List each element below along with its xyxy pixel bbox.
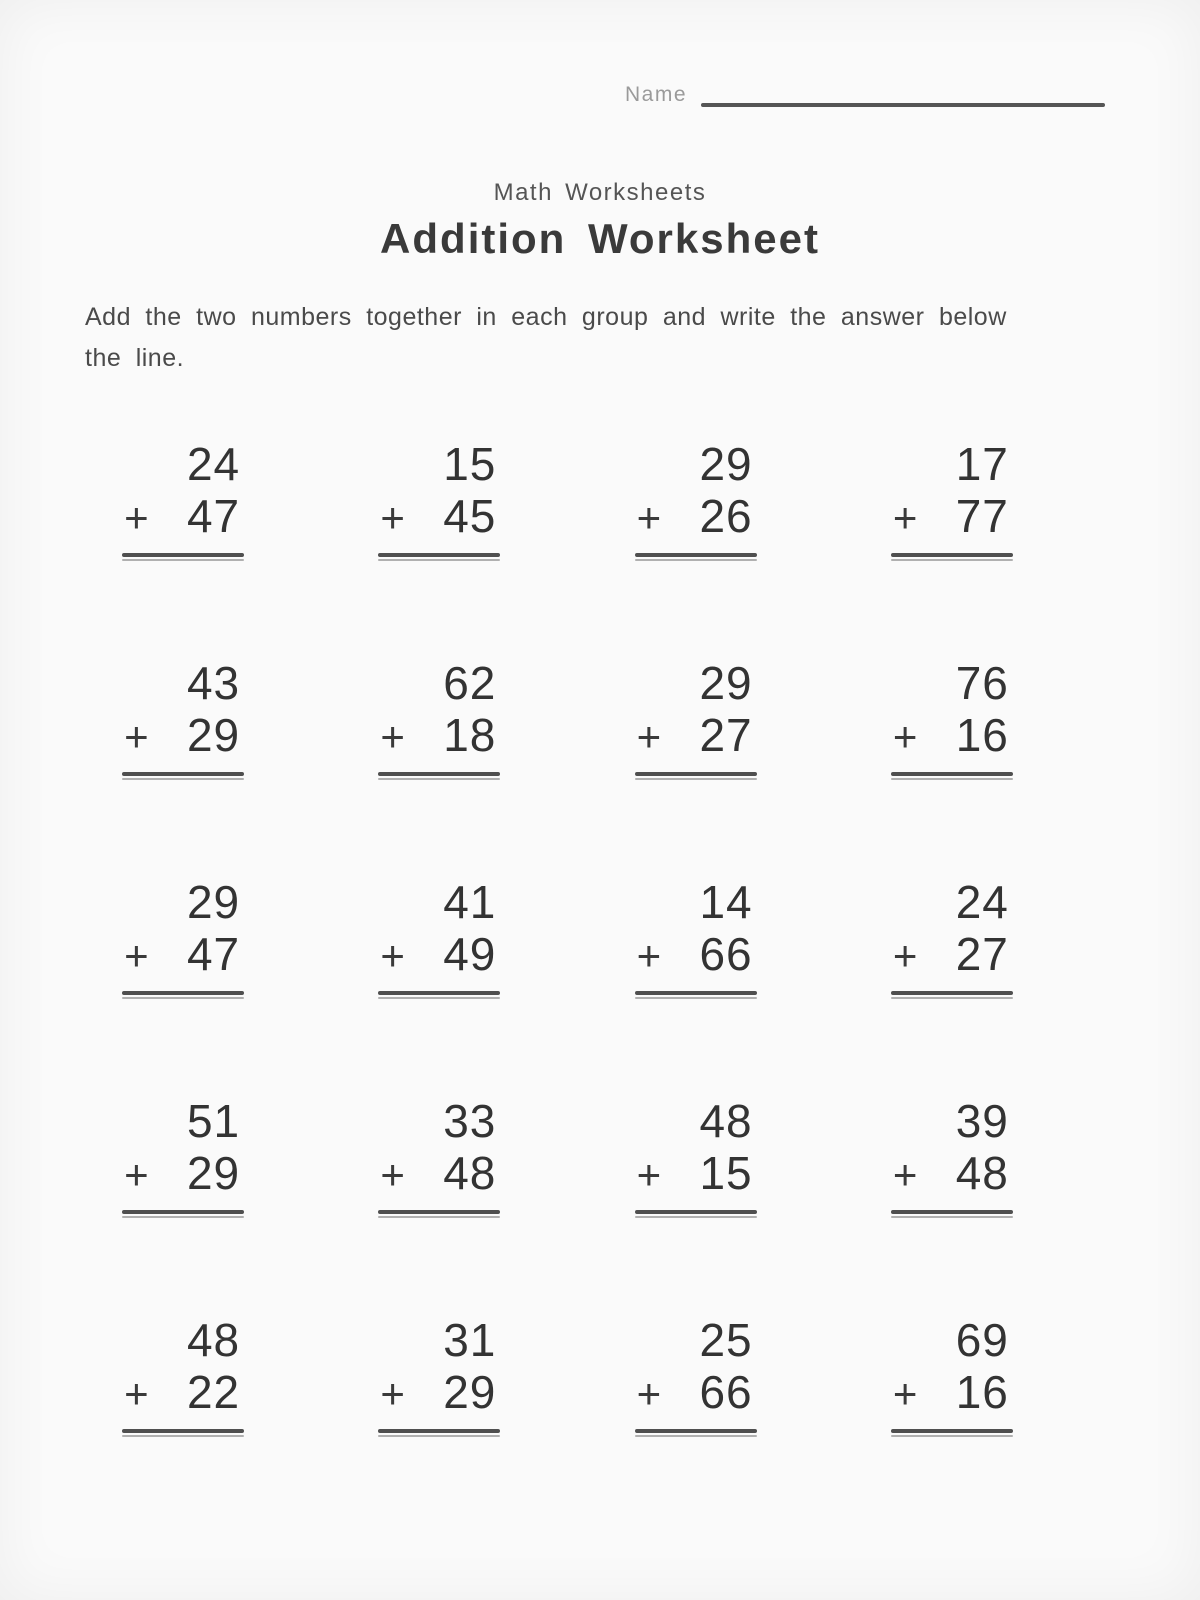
- addition-problem: [378, 1095, 500, 1218]
- answer-line-light: [122, 559, 244, 561]
- plus-sign: +: [380, 931, 405, 979]
- plus-sign: +: [380, 493, 405, 541]
- answer-line-light: [378, 559, 500, 561]
- bottom-addend-row: [378, 709, 500, 763]
- answer-line-dark: [122, 1429, 244, 1433]
- bottom-addend-row: [891, 1366, 1013, 1420]
- bottom-addend-row: [122, 928, 244, 982]
- answer-line-light: [891, 778, 1013, 780]
- bottom-addend: 29: [186, 1146, 241, 1199]
- answer-line-light: [635, 1216, 757, 1218]
- answer-line-light: [122, 1435, 244, 1437]
- answer-line-dark: [122, 1210, 244, 1214]
- bottom-addend-row: [378, 490, 500, 544]
- bottom-addend: 27: [699, 708, 753, 761]
- answer-line-dark: [891, 991, 1013, 995]
- top-addend: 29: [699, 656, 753, 709]
- plus-sign: +: [892, 493, 918, 541]
- top-addend: 29: [186, 875, 241, 928]
- top-addend: 39: [955, 1094, 1009, 1147]
- page-title: Addition Worksheet: [380, 215, 820, 262]
- plus-sign: +: [892, 712, 918, 760]
- plus-sign: +: [124, 712, 149, 760]
- bottom-addend: 66: [699, 927, 753, 980]
- addition-problem: [122, 657, 244, 780]
- plus-sign: +: [636, 493, 662, 541]
- answer-line-dark: [378, 1210, 500, 1214]
- answer-line-light: [378, 1216, 500, 1218]
- top-addend: 29: [699, 437, 753, 490]
- answer-line: [891, 1210, 1013, 1218]
- bottom-addend-row: [891, 928, 1013, 982]
- bottom-addend: 66: [699, 1365, 753, 1418]
- name-row: [0, 0, 1200, 107]
- bottom-addend-row: [122, 1366, 244, 1420]
- answer-line-light: [635, 1435, 757, 1437]
- top-addend: 48: [699, 1094, 753, 1147]
- answer-line: [122, 772, 244, 780]
- answer-line-dark: [891, 1429, 1013, 1433]
- answer-line-dark: [891, 1210, 1013, 1214]
- answer-line-light: [635, 559, 757, 561]
- answer-line: [378, 553, 500, 561]
- bottom-addend-row: [635, 928, 757, 982]
- addition-problem: [891, 657, 1013, 780]
- answer-line-light: [122, 997, 244, 999]
- answer-line: [635, 991, 757, 999]
- plus-sign: +: [380, 1150, 405, 1198]
- answer-line: [891, 1429, 1013, 1437]
- answer-line-light: [635, 997, 757, 999]
- plus-sign: +: [892, 1150, 918, 1198]
- answer-line-dark: [122, 772, 244, 776]
- answer-line-light: [378, 778, 500, 780]
- plus-sign: +: [636, 1369, 662, 1417]
- plus-sign: +: [124, 493, 149, 541]
- addition-problem: [635, 657, 757, 780]
- bottom-addend-row: [378, 928, 500, 982]
- addition-problem: [122, 876, 244, 999]
- bottom-addend: 77: [955, 489, 1009, 542]
- top-addend: 24: [955, 875, 1009, 928]
- addition-problem: [378, 657, 500, 780]
- addition-problem: [635, 876, 757, 999]
- answer-line: [122, 553, 244, 561]
- answer-line: [635, 1210, 757, 1218]
- answer-line: [891, 772, 1013, 780]
- bottom-addend-row: [891, 1147, 1013, 1201]
- plus-sign: +: [892, 1369, 918, 1417]
- answer-line: [122, 991, 244, 999]
- top-addend: 48: [186, 1313, 241, 1366]
- addition-problem: [891, 438, 1013, 561]
- bottom-addend-row: [635, 1147, 757, 1201]
- bottom-addend-row: [378, 1147, 500, 1201]
- answer-line-dark: [891, 772, 1013, 776]
- top-addend: 41: [443, 875, 497, 928]
- answer-line: [635, 772, 757, 780]
- bottom-addend: 48: [955, 1146, 1009, 1199]
- addition-problem: [122, 438, 244, 561]
- top-addend: 31: [443, 1313, 497, 1366]
- plus-sign: +: [636, 712, 662, 760]
- answer-line-light: [122, 778, 244, 780]
- top-addend: 33: [443, 1094, 497, 1147]
- name-label: Name: [625, 83, 688, 106]
- answer-line-dark: [122, 553, 244, 557]
- bottom-addend: 22: [186, 1365, 241, 1418]
- bottom-addend: 16: [955, 708, 1009, 761]
- answer-line: [378, 1210, 500, 1218]
- addition-problem: [891, 1095, 1013, 1218]
- plus-sign: +: [380, 1369, 405, 1417]
- bottom-addend: 26: [699, 489, 753, 542]
- answer-line: [635, 553, 757, 561]
- answer-line: [378, 991, 500, 999]
- bottom-addend: 47: [186, 927, 241, 980]
- addition-problem: [635, 1095, 757, 1218]
- plus-sign: +: [636, 1150, 662, 1198]
- answer-line-dark: [891, 553, 1013, 557]
- bottom-addend: 48: [443, 1146, 497, 1199]
- instructions-text: Add the two numbers together in each group and write the answer below the line.: [85, 303, 1007, 373]
- plus-sign: +: [124, 931, 149, 979]
- bottom-addend: 45: [443, 489, 497, 542]
- bottom-addend: 18: [443, 708, 497, 761]
- top-addend: 14: [699, 875, 753, 928]
- top-addend: 69: [955, 1313, 1009, 1366]
- answer-line-light: [635, 778, 757, 780]
- bottom-addend: 27: [955, 927, 1009, 980]
- bottom-addend: 29: [186, 708, 241, 761]
- plus-sign: +: [124, 1369, 149, 1417]
- answer-line: [122, 1210, 244, 1218]
- answer-line-dark: [122, 991, 244, 995]
- answer-line-dark: [378, 1429, 500, 1433]
- answer-line-light: [891, 1435, 1013, 1437]
- bottom-addend-row: [891, 709, 1013, 763]
- answer-line-dark: [378, 991, 500, 995]
- answer-line-dark: [635, 772, 757, 776]
- bottom-addend: 15: [699, 1146, 753, 1199]
- addition-problem: [378, 876, 500, 999]
- top-addend: 24: [186, 437, 241, 490]
- answer-line: [122, 1429, 244, 1437]
- bottom-addend-row: [122, 490, 244, 544]
- answer-line: [891, 553, 1013, 561]
- answer-line: [378, 1429, 500, 1437]
- top-addend: 51: [186, 1094, 241, 1147]
- answer-line-light: [891, 1216, 1013, 1218]
- problems-grid: [0, 438, 1200, 1437]
- bottom-addend: 49: [443, 927, 497, 980]
- bottom-addend: 16: [955, 1365, 1009, 1418]
- answer-line-light: [891, 997, 1013, 999]
- answer-line-light: [378, 1435, 500, 1437]
- answer-line-light: [378, 997, 500, 999]
- addition-problem: [635, 1314, 757, 1437]
- top-addend: 76: [955, 656, 1009, 709]
- answer-line-light: [122, 1216, 244, 1218]
- bottom-addend-row: [378, 1366, 500, 1420]
- addition-problem: [378, 438, 500, 561]
- bottom-addend: 47: [186, 489, 241, 542]
- plus-sign: +: [380, 712, 405, 760]
- addition-problem: [122, 1314, 244, 1437]
- addition-problem: [891, 1314, 1013, 1437]
- bottom-addend-row: [635, 709, 757, 763]
- addition-problem: [122, 1095, 244, 1218]
- answer-line-dark: [635, 1210, 757, 1214]
- answer-line-dark: [635, 991, 757, 995]
- answer-line-dark: [635, 553, 757, 557]
- bottom-addend-row: [635, 1366, 757, 1420]
- plus-sign: +: [636, 931, 662, 979]
- bottom-addend-row: [635, 490, 757, 544]
- bottom-addend-row: [122, 1147, 244, 1201]
- answer-line: [635, 1429, 757, 1437]
- answer-line-dark: [378, 772, 500, 776]
- answer-line-dark: [378, 553, 500, 557]
- name-blank-line: [701, 103, 1105, 107]
- plus-sign: +: [892, 931, 918, 979]
- bottom-addend: 29: [443, 1365, 497, 1418]
- addition-problem: [635, 438, 757, 561]
- top-addend: 25: [699, 1313, 753, 1366]
- top-addend: 62: [443, 656, 497, 709]
- top-addend: 17: [955, 437, 1009, 490]
- answer-line-dark: [635, 1429, 757, 1433]
- plus-sign: +: [124, 1150, 149, 1198]
- answer-line: [378, 772, 500, 780]
- answer-line-light: [891, 559, 1013, 561]
- top-addend: 43: [186, 656, 241, 709]
- bottom-addend-row: [891, 490, 1013, 544]
- answer-line: [891, 991, 1013, 999]
- addition-problem: [378, 1314, 500, 1437]
- worksheet-category: Math Worksheets: [493, 179, 707, 206]
- addition-problem: [891, 876, 1013, 999]
- bottom-addend-row: [122, 709, 244, 763]
- top-addend: 15: [443, 437, 497, 490]
